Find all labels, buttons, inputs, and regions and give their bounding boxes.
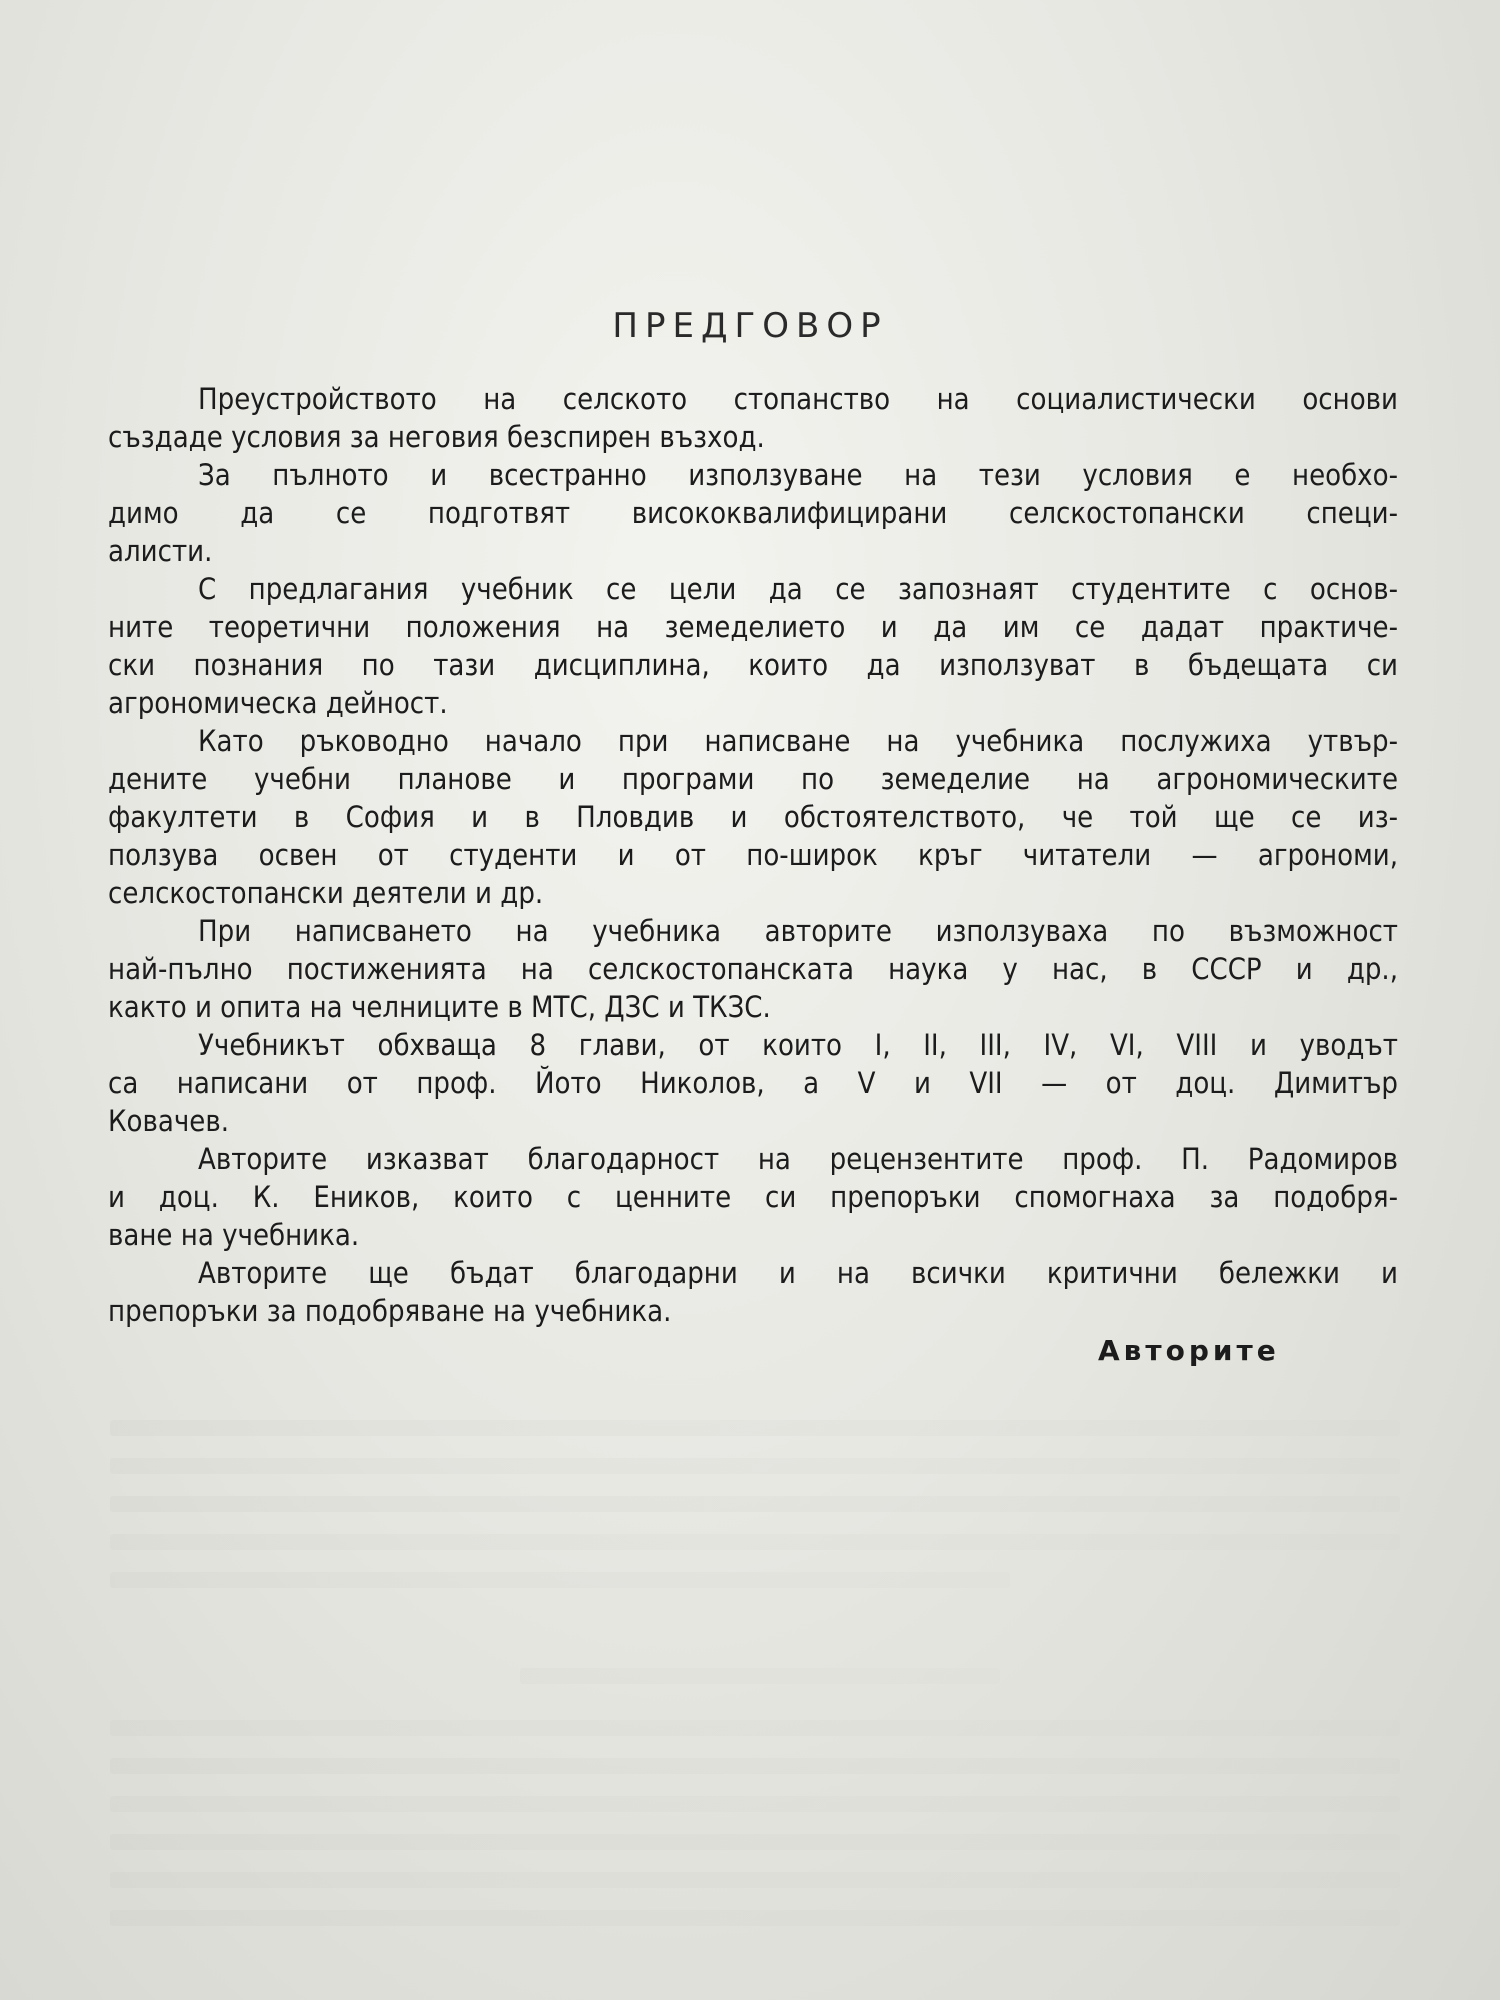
text-line: Авторите изказват благодарност на рецензентите проф. П. Радомиров <box>198 1142 1398 1176</box>
text-line: са написани от проф. Йото Николов, а V и VII — от доц. Димитър <box>108 1066 1398 1100</box>
text-line: алисти. <box>108 534 213 568</box>
text-line: Преустройството на селското стопанство на социалистически основи <box>198 382 1398 416</box>
show-through-line <box>110 1910 1400 1926</box>
text-line: селскостопански деятели и др. <box>108 876 544 910</box>
paragraph <box>108 1026 1398 1140</box>
text-line: димо да се подготвят висококвалифицирани селскостопански специ- <box>108 496 1398 530</box>
text-line: При написването на учебника авторите използуваха по възможност <box>198 914 1398 948</box>
show-through-line <box>110 1834 1400 1850</box>
paragraph <box>108 1140 1398 1254</box>
show-through-line <box>110 1872 1400 1888</box>
text-line: ски познания по тази дисциплина, които да използуват в бъдещата си <box>108 648 1398 682</box>
text-line: С предлагания учебник се цели да се запознаят студентите с основ- <box>198 572 1398 606</box>
text-line: Ковачев. <box>108 1104 229 1138</box>
text-line: Авторите ще бъдат благодарни и на всички критични бележки и <box>198 1256 1398 1290</box>
show-through-line <box>520 1668 1000 1684</box>
show-through-line <box>110 1796 1400 1812</box>
text-line: ване на учебника. <box>108 1218 360 1252</box>
text-line: както и опита на челниците в МТС, ДЗС и ТКЗС. <box>108 990 771 1024</box>
show-through-line <box>110 1720 1400 1736</box>
paragraph <box>108 912 1398 1026</box>
show-through-line <box>110 1534 1400 1550</box>
text-line: и доц. К. Еников, които с ценните си препоръки спомогнаха за подобря- <box>108 1180 1398 1214</box>
paragraph <box>108 570 1398 722</box>
paragraph <box>108 380 1398 456</box>
show-through-line <box>110 1758 1400 1774</box>
text-line: агрономическа дейност. <box>108 686 448 720</box>
show-through-line <box>110 1420 1400 1436</box>
text-line: За пълното и всестранно използуване на тези условия е необхо- <box>198 458 1398 492</box>
preface-body <box>108 380 1398 1330</box>
text-line: препоръки за подобряване на учебника. <box>108 1294 672 1328</box>
paragraph <box>108 1254 1398 1330</box>
paragraph <box>108 456 1398 570</box>
text-line: създаде условия за неговия безспирен възход. <box>108 420 765 454</box>
page-title: ПРЕДГОВОР <box>612 306 888 346</box>
text-line: най-пълно постиженията на селскостопанската наука у нас, в СССР и др., <box>108 952 1398 986</box>
text-line: ните теоретични положения на земеделието и да им се дадат практиче- <box>108 610 1398 644</box>
text-line: факултети в София и в Пловдив и обстоятелството, че той ще се из- <box>108 800 1398 834</box>
signature-authors: Авторите <box>1098 1334 1280 1367</box>
show-through-line <box>110 1458 1400 1474</box>
paragraph <box>108 722 1398 912</box>
text-line: дените учебни планове и програми по земеделие на агрономическите <box>108 762 1398 796</box>
show-through-line <box>110 1572 1010 1588</box>
show-through-line <box>110 1496 1400 1512</box>
text-line: Като ръководно начало при написване на учебника послужиха утвър- <box>198 724 1398 758</box>
text-line: Учебникът обхваща 8 глави, от които I, II, III, IV, VI, VIII и уводът <box>198 1028 1398 1062</box>
text-line: ползува освен от студенти и от по-широк кръг читатели — агрономи, <box>108 838 1398 872</box>
